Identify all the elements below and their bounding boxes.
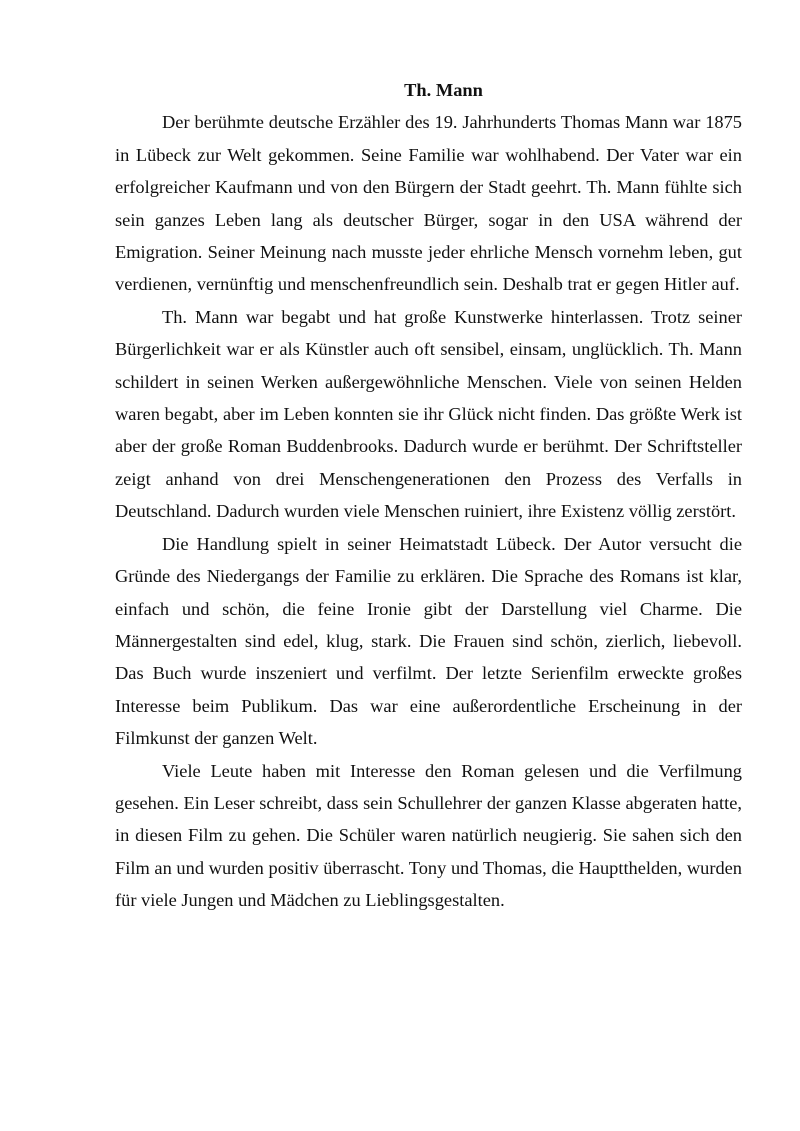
- paragraph-3: Die Handlung spielt in seiner Heimatstadt Lübeck. Der Autor versucht die Gründe des Niedergangs der Familie zu erklären. Die Sprache des Romans ist klar, einfach und schön, die feine Ironie gibt der Darstellung viel Charme. Die Männergestalten sind edel, klug, stark. Die Frauen sind schön, zierlich, liebevoll. Das Buch wurde inszeniert und verfilmt. Der letzte Serienfilm erweckte großes Interesse beim Publikum. Das war eine außerordentliche Erscheinung in der Filmkunst der ganzen Welt.: [115, 533, 742, 749]
- document-body: [115, 74, 742, 917]
- paragraph-1: Der berühmte deutsche Erzähler des 19. Jahrhunderts Thomas Mann war 1875 in Lübeck zur Welt gekommen. Seine Familie war wohlhabend. Der Vater war ein erfolgreicher Kaufmann und von den Bürgern der Stadt geehrt. Th. Mann fühlte sich sein ganzes Leben lang als deutscher Bürger, sogar in den USA während der Emigration. Seiner Meinung nach musste jeder ehrliche Mensch vornehm leben, gut verdienen, vernünftig und menschenfreundlich sein. Deshalb trat er gegen Hitler auf.: [115, 112, 742, 295]
- paragraph-4: Viele Leute haben mit Interesse den Roman gelesen und die Verfilmung gesehen. Ein Leser schreibt, dass sein Schullehrer der ganzen Klasse abgeraten hatte, in diesen Film zu gehen. Die Schüler waren natürlich neugierig. Sie sahen sich den Film an und wurden positiv überrascht. Tony und Thomas, die Hauptthelden, wurden für viele Jungen und Mädchen zu Lieblingsgestalten.: [115, 760, 742, 911]
- document-title: Th. Mann: [404, 80, 483, 100]
- paragraph-2: Th. Mann war begabt und hat große Kunstwerke hinterlassen. Trotz seiner Bürgerlichkeit war er als Künstler auch oft sensibel, einsam, unglücklich. Th. Mann schildert in seinen Werken außergewöhnliche Menschen. Viele von seinen Helden waren begabt, aber im Leben konnten sie ihr Glück nicht finden. Das größte Werk ist aber der große Roman Buddenbrooks. Dadurch wurde er berühmt. Der Schriftsteller zeigt anhand von drei Menschengenerationen den Prozess des Verfalls in Deutschland. Dadurch wurden viele Menschen ruiniert, ihre Existenz völlig zerstört.: [115, 306, 742, 522]
